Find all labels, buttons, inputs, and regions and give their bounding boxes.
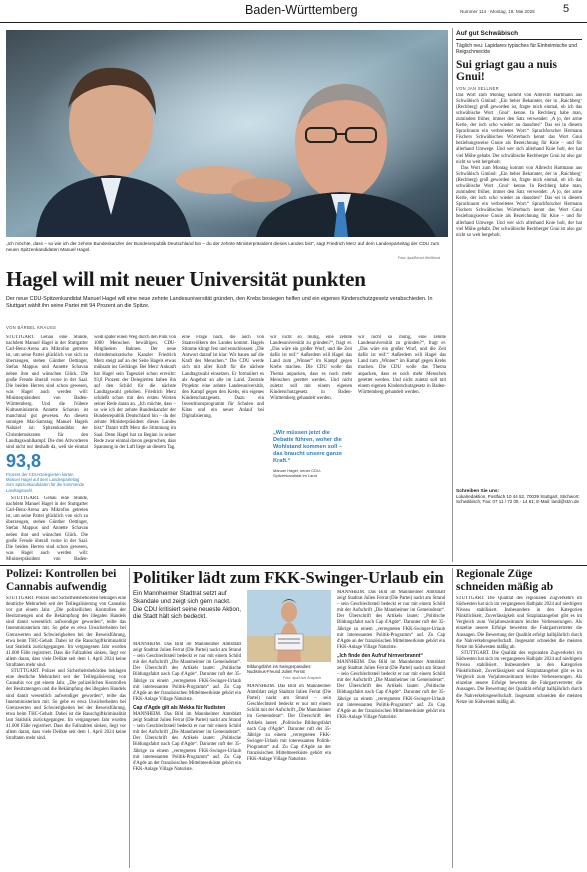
swinger-photo-credit: Foto: dpa/Uwe Anspach (283, 676, 322, 680)
article-cannabis (6, 568, 126, 868)
main-col-4-text: wir nicht so mutig, eine zehnte Landesuniversität zu gründen?“, fragt er. „Das wäre ein großer Wurf, und die Zeit dafür ist reif.“ Außerdem will Hagel das Land zum „Winner“ im Kampf gegen Krebs machen. Die CDU wolle das Thema anpacken, dass es noch mehr Menschen gerettet werden. Und nicht zuletzt soll mit einem eigenen Kinderschutzgesetz in Baden-Württemberg gehandelt werden. (270, 335, 352, 401)
swinger-subhead-2: „Ich finde den Aufruf hirnverbrannt“ (337, 652, 423, 659)
swinger-col-1-more: MANNHEIM. Das Bild im Mannheimer Amtsblatt zeigt Stadtrat Julien Ferrat (Die Partei) nackt am Strand – sein Geschlechtsteil bedeckt er nur mit einem Schild mit der Aufschrift „Die Mannheimer im Gemeinderat“. Der Überschrift des Artikels lautet: „Politische Bildungsfahrt nach Cap d'Agde“. Darunter ruft der 35-Jährige zu einem „verregneten FKK-Swinger-Urlaub mit interessanten Politik-Programm“ auf. Zu Cap d'Agde an der französischen Mittelmeerküste gehört ein FKK-Anlage Village Naturiste. (133, 711, 241, 772)
sidebar-intro: Täglich neu: Lapidares typisches für Einheimische und Reigschmeckte (456, 43, 577, 56)
main-headline: Hagel will mit neuer Universität punkten (6, 267, 366, 291)
sidebar-body-text: Das Wort zum Montag kommt von Albrecht Hartmann aus Schwäbisch Gmünd: „Ein beher Bekannter, der in ‚Raichberg‘ (Rechberg) groß geworden ist, fragte mich einmal, ob ich das schwäbische Wort ‚Gnui‘ kenne. In Rechberg habe man, zumindest früher, immer den Satz verwendet: ‚A jo, der arme Kerle, der isch scho wieder an dausdres!‘ Das sei in diesem Sprachraum ein verbreitetes Wort.“ Sprachforscher Hermann Fischers Schwäbisches Wörterbuch kennt das Wort Gnui beziehungsweise Gnuie als Bezeichnung für Knie – und für allerhand Umwege. Und wer sich allerhand Knie holt, der hat viel Mühe gehabt. Der schwäbische Rechberger Gnui ist also gar nicht so weit hergeholt. (456, 92, 582, 165)
header-rule (0, 22, 587, 23)
swinger-photo-caption: Bildungsfahrt ins Swingerparadies: Nudismus-Freund Julien Ferrat (247, 664, 312, 675)
bottom-divider-1 (129, 568, 130, 868)
trains-body-text-more: STUTTGART. Die Qualität des regionalen Zugverkehrs im Südwesten hat sich im vergangenen Halbjahr 2024 auf niedrigem Niveau stabilisiert. Insbesondere in den Kategorien Pünktlichkeit, Zuverlässigkeit und Sitzplatzangebot gibt es im Vergleich zum Vorjahreszeitraum leichte Verbesserungen. Als einzelne neuere Erfolge bewerten die Fahrgastvertreter die Aussagen. Die Bewertung der Qualität erfolgt halbjährlich durch die Nahverkehrsgesellschaft. Insgesamt schneiden die meisten Netze im Südwesten mäßig ab. (456, 650, 582, 705)
main-photo-caption: „Ich möchte, dass – so wie ich der zehnte Bundeskanzler der Bundesrepublik Deutschland bin – du der zehnte Ministerpräsident dieses Landes bist“, sagt Friedrich Merz auf dem Landesparteitag der CDU zum neuen Spitzenkandidaten Manuel Hagel. (6, 241, 440, 252)
sidebar-body-text-more: Das Wort zum Montag kommt von Albrecht Hartmann aus Schwäbisch Gmünd: „Ein beher Bekannter, der in ‚Raichberg‘ (Rechberg) groß geworden ist, fragte mich einmal, ob ich das schwäbische Wort ‚Gnui‘ kenne. In Rechberg habe man, zumindest früher, immer den Satz verwendet: ‚A jo, der arme Kerle, der isch scho wieder an dausdres!‘ Das sei in diesem Sprachraum ein verbreitetes Wort.“ Sprachforscher Hermann Fischers Schwäbisches Wörterbuch kennt das Wort Gnui beziehungsweise Gnuie als Bezeichnung für Knie – und für allerhand Umwege. Und wer sich allerhand Knie holt, der hat viel Mühe gehabt. Der schwäbische Rechberger Gnui ist also gar nicht so weit hergeholt. (456, 165, 582, 238)
swinger-col-1 (133, 642, 241, 866)
cannabis-body (6, 596, 126, 868)
swinger-photo (247, 590, 331, 662)
article-swinger (133, 568, 447, 868)
bottom-section-rule (0, 565, 587, 566)
trains-headline: Regionale Züge schneiden mäßig ab (456, 568, 554, 593)
trains-body-text: STUTTGART. Die Qualität des regionalen Zugverkehrs im Südwesten hat sich im vergangenen Halbjahr 2024 auf niedrigem Niveau stabilisiert. Insbesondere in den Kategorien Pünktlichkeit, Zuverlässigkeit und Sitzplatzangebot gibt es im Vergleich zum Vorjahreszeitraum leichte Verbesserungen. Als einzelne neuere Erfolge bewerten die Fahrgastvertreter die Aussagen. Die Bewertung der Qualität erfolgt halbjährlich durch die Nahverkehrsgesellschaft. Insgesamt schneiden die meisten Netze im Südwesten mäßig ab. (456, 596, 582, 650)
merz-hagel-photo-image (6, 30, 448, 237)
sidebar-body (456, 93, 582, 485)
sidebar-byline: VON JAN SELLNER (456, 85, 499, 91)
main-col-3-text: eine Frage nach, die auch von Staatsvölkern des Landes kommt. Hagels Stimme klingt fest und entschlossen: „Die Antwort darauf ist klar: Wir bauen auf die Kraft des Menschen.“ Die CDU werde sich mit aller Kraft für die nächste Landtagswahl einsetzen. Er formuliert es als Angebot an alle im Land. Zentrale Projekte: eine zehnte Landesuniversität, den Kampf gegen den Krebs, ein eigenes Kinderschutzgesetz. Dazu ein Investitionsprogramm für Schulen und Kitas und ein neuer Anlauf bei Digitalisierung. (182, 335, 264, 420)
main-lead: Der neue CDU-Spitzenkandidat Manuel Hagel will eine neue zehnte Landesuniversität gründen, den Krebs besiegen helfen und ein eigenes Kinderschutzgesetz verabschieden. In Stuttgart wählt ihn seine Partei mit 94 Prozent an die Spitze. (6, 296, 433, 309)
cannabis-body-text-more: STUTTGART. Polizei und Sicherheitsbehörden beklagen eine deutliche Mehrarbeit seit der Teillegalisierung von Cannabis vor gut einem Jahr. „Die polizeilichen Kontrollen der Besitzmengen und die Bekämpfung des illegalen Handels sind damit wesentlich aufwendiger geworden“, teilte das Innenministerium mit. So gebe es etwa Unsicherheiten bei Grenzwerten und Schwierigkeiten bei der Beweisführung, etwa beim THC-Gehalt. Dabei ist die Rauschgiftkriminalität laut Statistik zurückgegangen. Im vergangenen Jahr wurden 41.000 Fälle registriert. Dass die Fallzahlen sinken, liegt vor allem daran, dass viele Delikte seit dem 1. April 2024 keine Straftaten mehr sind. (6, 669, 126, 742)
issue-info: Nummer 114 · Montag, 19. Mai 2025 (460, 9, 535, 14)
swinger-col-1-text: MANNHEIM. Das Bild im Mannheimer Amtsblatt zeigt Stadtrat Julien Ferrat (Die Partei) nackt am Strand – sein Geschlechtsteil bedeckt er nur mit einem Schild mit der Aufschrift „Die Mannheimer im Gemeinderat“. Der Überschrift des Artikels lautet: „Politische Bildungsfahrt nach Cap d'Agde“. Darunter ruft der 35-Jährige zu einem „verregneten FKK-Swinger-Urlaub mit interessanten Politik-Programm“ auf. Zu Cap d'Agde an der französischen Mittelmeerküste gehört ein FKK-Anlage Village Naturiste. (133, 642, 241, 702)
pull-quote-text: „Wir müssen jetzt die Debatte führen, woher die Wohlstand kommen soll – das braucht unsere ganze Kraft.“ (273, 430, 343, 464)
sidebar-divider (452, 28, 453, 562)
main-byline: VON BÄRBEL KRAUSS (6, 325, 57, 330)
cannabis-body-text: STUTTGART. Polizei und Sicherheitsbehörden beklagen eine deutliche Mehrarbeit seit der Teillegalisierung von Cannabis vor gut einem Jahr. „Die polizeilichen Kontrollen der Besitzmengen und die Bekämpfung des illegalen Handels sind damit wesentlich aufwendiger geworden“, teilte das Innenministerium mit. So gebe es etwa Unsicherheiten bei Grenzwerten und Schwierigkeiten bei der Beweisführung, etwa beim THC-Gehalt. Dabei ist die Rauschgiftkriminalität laut Statistik zurückgegangen. Im vergangenen Jahr wurden 41.000 Fälle registriert. Dass die Fallzahlen sinken, liegt vor allem daran, dass viele Delikte seit dem 1. April 2024 keine Straftaten mehr sind. (6, 596, 126, 669)
swinger-col-3-more: MANNHEIM. Das Bild im Mannheimer Amtsblatt zeigt Stadtrat Julien Ferrat (Die Partei) nackt am Strand – sein Geschlechtsteil bedeckt er nur mit einem Schild mit der Aufschrift „Die Mannheimer im Gemeinderat“. Der Überschrift des Artikels lautet: „Politische Bildungsfahrt nach Cap d'Agde“. Darunter ruft der 35-Jährige zu einem „verregneten FKK-Swinger-Urlaub mit interessanten Politik-Programm“ auf. Zu Cap d'Agde an der französischen Mittelmeerküste gehört ein FKK-Anlage Village Naturiste. (337, 659, 445, 720)
swinger-subhead-1: Cap d'Agde gilt als Mekka für Nudisten (133, 704, 226, 711)
main-col-5-text: wir nicht so mutig, eine zehnte Landesuniversität zu gründen?“, fragt er. „Das wäre ein großer Wurf, und die Zeit dafür ist reif.“ Außerdem will Hagel das Land zum „Winner“ im Kampf gegen Krebs machen. Die CDU wolle das Thema anpacken, dass es noch mehr Menschen gerettet werden. Und nicht zuletzt soll mit einem eigenen Kinderschutzgesetz in Baden-Württemberg gehandelt werden. (358, 335, 446, 395)
main-col-1-top (6, 335, 88, 449)
sidebar-headline: Sui griagt gau a nuis Gnui! (456, 58, 557, 84)
swinger-col-3-text: MANNHEIM. Das Bild im Mannheimer Amtsblatt zeigt Stadtrat Julien Ferrat (Die Partei) nackt am Strand – sein Geschlechtsteil bedeckt er nur mit einem Schild mit der Aufschrift „Die Mannheimer im Gemeinderat“. Der Überschrift des Artikels lautet: „Politische Bildungsfahrt nach Cap d'Agde“. Darunter ruft der 35-Jährige zu einem „verregneten FKK-Swinger-Urlaub mit interessanten Politik-Programm“ auf. Zu Cap d'Agde an der französischen Mittelmeerküste gehört ein FKK-Anlage Village Naturiste. (337, 590, 445, 650)
bottom-divider-2 (452, 568, 453, 868)
article-trains (456, 568, 582, 868)
pull-quote (273, 430, 349, 494)
swinger-lead: Ein Mannheimer Stadtrat setzt auf Skandale und zeigt sich gern nackt. Die CDU kritisiert seine neueste Aktion, die Stadt hält sich bedeckt. (133, 590, 241, 621)
swinger-col-3 (337, 590, 445, 866)
sidebar (456, 30, 582, 564)
trains-body (456, 596, 582, 868)
main-photo-credit: Foto: dpa/Bernd Weißbrod (398, 256, 441, 260)
cannabis-headline: Polizei: Kontrollen bei Cannabis aufwendig (6, 568, 117, 593)
main-photo (6, 30, 448, 237)
main-col-5 (358, 335, 446, 562)
section-title: Baden-Württemberg (245, 3, 358, 17)
stat-value: 93,8 (6, 451, 42, 471)
sidebar-kicker: Auf gut Schwäbisch (456, 30, 582, 40)
sidebar-contact-label: Schreiben Sie uns: (456, 488, 500, 494)
stat-box (6, 452, 88, 492)
julien-ferrat-photo-image (247, 590, 331, 662)
pull-quote-author: Manuel Hagel, neuer CDU-Spitzenkandidat im Land (273, 468, 322, 478)
swinger-col-2-text: MANNHEIM. Das Bild im Mannheimer Amtsblatt zeigt Stadtrat Julien Ferrat (Die Partei) nackt am Strand – sein Geschlechtsteil bedeckt er nur mit einem Schild mit der Aufschrift „Die Mannheimer im Gemeinderat“. Der Überschrift des Artikels lautet: „Politische Bildungsfahrt nach Cap d'Agde“. Darunter ruft der 35-Jährige zu einem „verregneten FKK-Swinger-Urlaub mit interessanten Politik-Programm“ auf. Zu Cap d'Agde an der französischen Mittelmeerküste gehört ein FKK-Anlage Village Naturiste. (247, 684, 331, 763)
swinger-col-2 (247, 684, 331, 866)
sidebar-contact: Lokalredaktion, Postfach 10 44 52, 70039 Stuttgart, Stichwort: Schwäbisch; Fax: 07 11 / 72 05 - 14 61; E-Mail: land@stzn.de (456, 493, 580, 505)
main-col-2-text: weiß später einen Weg durch den Pulk von 1000 Menschen bewältigen. CDU-Mitgliedern Bahnen. Der neue christdemokratische Kanzler Friedrich Merz steigt auf an der Seite Hagels etwas mühsam ins Gedränge. Bei Merz' Ankunft hat Hagel sein Tagesziel schon erreicht: 93,8 Prozent der Delegierten haben ihn auf den Schild für die nächste Landtagswahl gehoben. Friedrich Merz schließt schon mit den ersten Worten seiner Rede daran an. „Ich möchte, dass – so wie ich der zehnte Bundeskanzler der Bundesrepublik Deutschland bin – du der zehnte Ministerpräsident dieses Landes bist.“ Damit trifft Merz die Stimmung im Saal. Denn Hagel hat zu Beginn in seiner Rede zwar einmal davon gesprochen, dass Spannung in der Luft liege an diesem Tag. (94, 335, 176, 450)
main-col-1-bottom (6, 496, 88, 562)
swinger-headline: Politiker lädt zum FKK-Swinger-Urlaub ein (133, 568, 444, 587)
page-header (0, 0, 587, 24)
page-number: 5 (563, 3, 570, 15)
main-col-2 (94, 335, 176, 562)
main-col-1-text: STUTTGART. Genau eine Stunde, nachdem Manuel Hagel in der Stuttgarter Carl-Benz-Arena am Mikrofon getreten ist, um seine Partei glücklich von sich zu überzeugen, stehen Günther Oettinger, Stefan Mappus und Annette Schavan neben ihm und wünschen Glück. Die große Freude überall vorne in der Saal. Die beiden Herren sind schon gewesen, was Hagel auch werden will: Ministerpräsident von Baden-Württemberg. Und die frühere Kultusministerin Annette Schavan ist manchmal gut gewesen. An diesem sonnigen Mai-Samstag Manuel Hagels Nahziel ist: Spitzenkandidat der Christdemokraten für den Landtagswahlkampf. Die drei Altvorderen sind nicht nur deshalb da, weil sie einmal (6, 335, 88, 449)
stat-text: Prozent der CDU-Delegierten kürten Manuel Hagel auf dem Landesparteitag zum Spitzenkandidaten für die kommende Landtagswahl. (6, 472, 85, 493)
main-col-1-more: STUTTGART. Genau eine Stunde, nachdem Manuel Hagel in der Stuttgarter Carl-Benz-Arena am Mikrofon getreten ist, um seine Partei glücklich von sich zu überzeugen, stehen Günther Oettinger, Stefan Mappus und Annette Schavan neben ihm und wünschen Glück. Die große Freude überall vorne in der Saal. Die beiden Herren sind schon gewesen, was Hagel auch werden will: Ministerpräsident von Baden- (6, 496, 88, 562)
main-col-3 (182, 335, 264, 562)
